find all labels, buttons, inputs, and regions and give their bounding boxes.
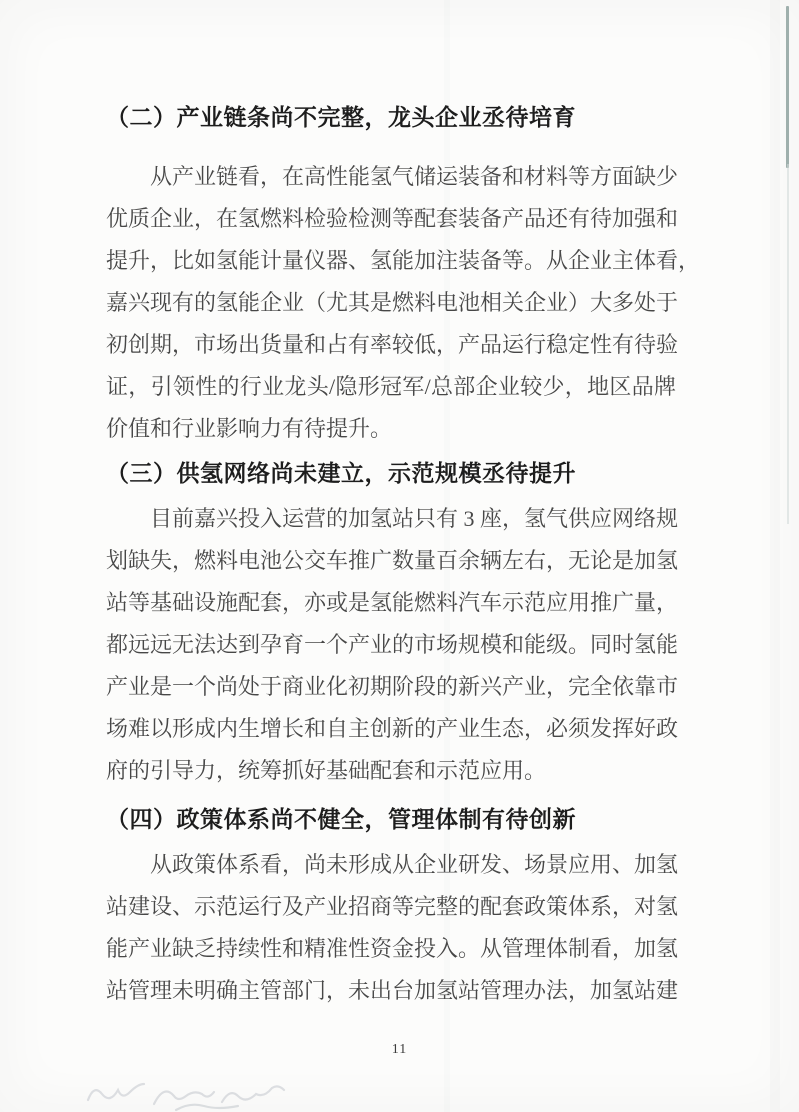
paragraph (106, 156, 701, 450)
scan-edge-artifact (786, 6, 789, 168)
paragraph-line: 目前嘉兴投入运营的加氢站只有 3 座，氢气供应网络规 (150, 506, 679, 531)
pen-scribble-marks (80, 1066, 300, 1112)
section-heading: （二）产业链条尚不完整，龙头企业丞待培育 (106, 105, 576, 130)
paragraph-line: 产业是一个尚处于商业化初期阶段的新兴产业，完全依靠市 (106, 674, 679, 699)
paragraph-line: 划缺失，燃料电池公交车推广数量百余辆左右，无论是加氢 (106, 548, 679, 573)
paragraph-line: 初创期，市场出货量和占有率较低，产品运行稳定性有待验 (106, 332, 679, 357)
scan-edge-artifact-fade (787, 164, 789, 524)
pen-scribble-mark (154, 1092, 214, 1105)
paragraph (106, 498, 679, 792)
scanner-streak (770, 0, 780, 1112)
paragraph-line: 价值和行业影响力有待提升。 (106, 416, 393, 441)
paragraph-line: 场难以形成内生增长和自主创新的产业生态，必须发挥好政 (106, 716, 679, 741)
paragraph-line: 都远远无法达到孕育一个产业的市场规模和能级。同时氢能 (106, 632, 679, 657)
paragraph-line: 站等基础设施配套，亦或是氢能燃料汽车示范应用推广量， (106, 590, 679, 615)
pen-scribble-mark (222, 1086, 284, 1102)
paragraph-line: 府的引导力，统筹抓好基础配套和示范应用。 (106, 758, 547, 783)
pen-scribble-mark (88, 1084, 144, 1100)
paragraph-line: 站建设、示范运行及产业招商等完整的配套政策体系，对氢 (106, 894, 679, 919)
paragraph (106, 844, 679, 1012)
paragraph-line: 从政策体系看，尚未形成从企业研发、场景应用、加氢 (150, 852, 679, 877)
pen-scribble-mark (176, 1105, 238, 1110)
paragraph-line: 站管理未明确主管部门，未出台加氢站管理办法，加氢站建 (106, 978, 679, 1003)
paragraph-line: 提升，比如氢能计量仪器、氢能加注装备等。从企业主体看， (106, 248, 701, 273)
section-heading: （四）政策体系尚不健全，管理体制有待创新 (106, 807, 576, 832)
paragraph-line: 证，引领性的行业龙头/隐形冠军/总部企业较少，地区品牌 (106, 374, 676, 399)
paragraph-line: 能产业缺乏持续性和精准性资金投入。从管理体制看，加氢 (106, 936, 679, 961)
paragraph-line: 嘉兴现有的氢能企业（尤其是燃料电池相关企业）大多处于 (106, 290, 679, 315)
page-content (106, 100, 701, 1012)
paragraph-line: 优质企业，在氢燃料检验检测等配套装备产品还有待加强和 (106, 206, 679, 231)
section-heading: （三）供氢网络尚未建立，示范规模丞待提升 (106, 461, 576, 486)
paragraph-line: 从产业链看，在高性能氢气储运装备和材料等方面缺少 (150, 164, 679, 189)
page-number: 11 (391, 1042, 408, 1057)
